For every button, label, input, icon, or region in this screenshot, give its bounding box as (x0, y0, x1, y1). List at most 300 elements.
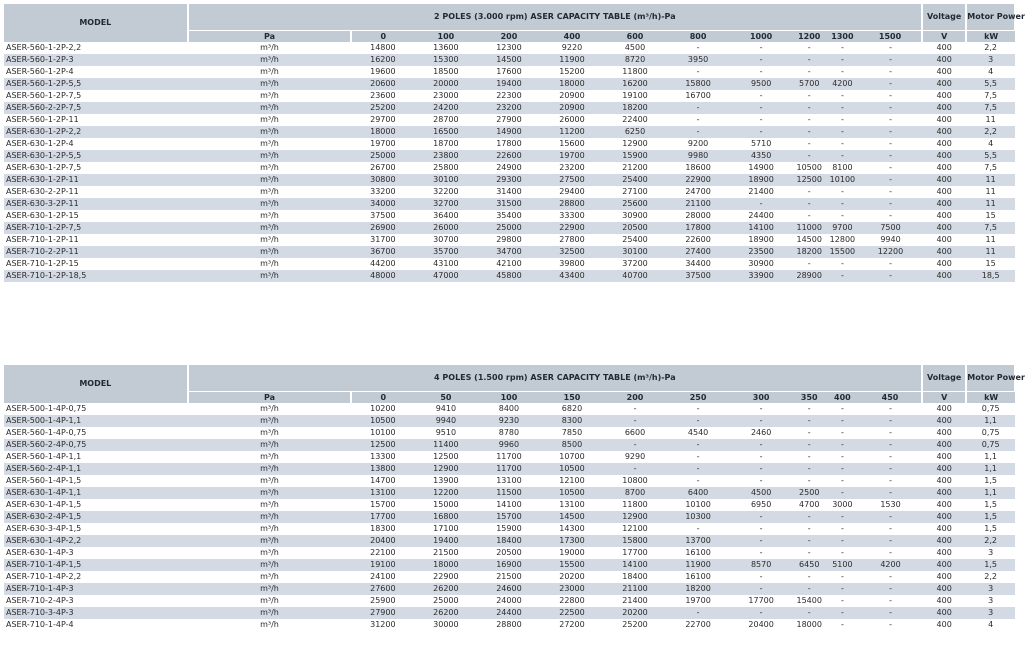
pressure-header: 450 (859, 392, 922, 404)
capacity-cell: 25000 (477, 222, 540, 234)
unit-cell: m³/h (188, 246, 352, 258)
capacity-cell: 2500 (793, 487, 826, 499)
capacity-cell: 8500 (540, 439, 603, 451)
capacity-cell: 25200 (351, 102, 414, 114)
unit-cell: m³/h (188, 523, 352, 535)
model-cell: ASER-630-1-2P-5,5 (4, 150, 188, 162)
capacity-cell: 4350 (730, 150, 793, 162)
model-cell: ASER-710-2-2P-11 (4, 246, 188, 258)
capacity-cell: 44200 (351, 258, 414, 270)
capacity-cell: 24400 (477, 607, 540, 619)
capacity-cell: 18200 (604, 102, 667, 114)
table-row (4, 126, 1015, 138)
capacity-cell: 30800 (351, 174, 414, 186)
model-cell: ASER-560-2-4P-1,1 (4, 463, 188, 475)
capacity-cell: - (826, 210, 859, 222)
capacity-cell: 13700 (667, 535, 730, 547)
unit-cell: m³/h (188, 571, 352, 583)
model-cell: ASER-710-3-4P-3 (4, 607, 188, 619)
capacity-cell: - (667, 66, 730, 78)
model-cell: ASER-500-1-4P-0,75 (4, 403, 188, 415)
model-cell: ASER-560-2-4P-0,75 (4, 439, 188, 451)
unit-cell: m³/h (188, 126, 352, 138)
capacity-cell: - (793, 150, 826, 162)
unit-cell: m³/h (188, 198, 352, 210)
capacity-cell: - (826, 451, 859, 463)
capacity-cell: 37500 (667, 270, 730, 282)
voltage-cell: 400 (922, 439, 966, 451)
power-cell: 1,5 (966, 475, 1015, 487)
capacity-cell: 25600 (604, 198, 667, 210)
unit-cell: m³/h (188, 210, 352, 222)
capacity-cell: 29800 (477, 234, 540, 246)
capacity-cell: - (793, 126, 826, 138)
capacity-cell: - (826, 403, 859, 415)
capacity-cell: - (793, 571, 826, 583)
pressure-header: 250 (667, 392, 730, 404)
capacity-cell: - (826, 150, 859, 162)
capacity-cell: 30900 (730, 258, 793, 270)
model-cell: ASER-560-1-4P-1,5 (4, 475, 188, 487)
capacity-cell: 40700 (604, 270, 667, 282)
capacity-cell: - (859, 439, 922, 451)
capacity-cell: - (604, 403, 667, 415)
unit-cell: m³/h (188, 138, 352, 150)
capacity-cell: - (826, 463, 859, 475)
capacity-cell: 27200 (540, 619, 603, 631)
capacity-cell: 8780 (477, 427, 540, 439)
capacity-cell: 29400 (540, 186, 603, 198)
capacity-cell: 19700 (351, 138, 414, 150)
capacity-cell: 12300 (477, 42, 540, 54)
capacity-cell: - (859, 162, 922, 174)
capacity-cell: 17300 (540, 535, 603, 547)
capacity-cell: 10100 (826, 174, 859, 186)
unit-cell: m³/h (188, 619, 352, 631)
power-cell: 3 (966, 595, 1015, 607)
capacity-cell: 22300 (477, 90, 540, 102)
capacity-cell: - (859, 547, 922, 559)
pressure-header: 800 (667, 31, 730, 43)
capacity-cell: 5700 (793, 78, 826, 90)
capacity-cell: 31200 (351, 619, 414, 631)
table-row (4, 198, 1015, 210)
capacity-cell: - (667, 463, 730, 475)
capacity-cell: 29700 (351, 114, 414, 126)
capacity-cell: 33900 (730, 270, 793, 282)
capacity-cell: 12800 (826, 234, 859, 246)
capacity-cell: 20500 (604, 222, 667, 234)
capacity-cell: 12500 (351, 439, 414, 451)
capacity-cell: 15600 (540, 138, 603, 150)
power-cell: 1,1 (966, 451, 1015, 463)
capacity-cell: 8570 (730, 559, 793, 571)
power-cell: 2,2 (966, 571, 1015, 583)
unit-cell: m³/h (188, 174, 352, 186)
voltage-cell: 400 (922, 150, 966, 162)
capacity-cell: 21200 (604, 162, 667, 174)
capacity-cell: 27100 (604, 186, 667, 198)
model-header: MODEL (4, 365, 188, 403)
capacity-cell: 48000 (351, 270, 414, 282)
capacity-cell: - (793, 463, 826, 475)
capacity-cell: - (793, 186, 826, 198)
power-unit: kW (966, 392, 1015, 404)
power-cell: 11 (966, 114, 1015, 126)
capacity-cell: 22400 (604, 114, 667, 126)
capacity-cell: 6400 (667, 487, 730, 499)
capacity-cell: 11900 (667, 559, 730, 571)
table-row (4, 258, 1015, 270)
capacity-cell: 34000 (351, 198, 414, 210)
capacity-cell: 4700 (793, 499, 826, 511)
capacity-cell: - (667, 114, 730, 126)
capacity-cell: 27800 (540, 234, 603, 246)
capacity-cell: 10100 (351, 427, 414, 439)
capacity-cell: 4500 (730, 487, 793, 499)
table-row (4, 42, 1015, 54)
model-cell: ASER-710-1-4P-4 (4, 619, 188, 631)
model-cell: ASER-560-1-2P-3 (4, 54, 188, 66)
capacity-cell: 26700 (351, 162, 414, 174)
capacity-cell: - (793, 583, 826, 595)
unit-cell: m³/h (188, 559, 352, 571)
table-row (4, 511, 1015, 523)
capacity-cell: 15700 (477, 511, 540, 523)
unit-cell: m³/h (188, 222, 352, 234)
capacity-cell: - (793, 138, 826, 150)
table-row (4, 499, 1015, 511)
capacity-cell: 14100 (604, 559, 667, 571)
capacity-cell: 13800 (351, 463, 414, 475)
capacity-cell: - (826, 607, 859, 619)
capacity-cell: 6250 (604, 126, 667, 138)
capacity-cell: 12900 (604, 138, 667, 150)
table-row (4, 403, 1015, 415)
capacity-cell: 9290 (604, 451, 667, 463)
voltage-cell: 400 (922, 535, 966, 547)
capacity-cell: 26200 (414, 607, 477, 619)
capacity-cell: 16200 (604, 78, 667, 90)
capacity-cell: - (826, 475, 859, 487)
power-unit: kW (966, 31, 1015, 43)
motor-power-header: Motor Power (966, 365, 1015, 392)
capacity-cell: - (730, 475, 793, 487)
capacity-cell: 35400 (477, 210, 540, 222)
power-cell: 3 (966, 583, 1015, 595)
capacity-cell: - (826, 90, 859, 102)
pressure-header: 300 (730, 392, 793, 404)
capacity-cell: 12500 (414, 451, 477, 463)
model-cell: ASER-710-2-4P-3 (4, 595, 188, 607)
capacity-cell: 18200 (667, 583, 730, 595)
capacity-cell: 20200 (540, 571, 603, 583)
capacity-cell: - (730, 463, 793, 475)
capacity-cell: 28800 (477, 619, 540, 631)
capacity-cell: 9940 (414, 415, 477, 427)
capacity-cell: 22900 (667, 174, 730, 186)
capacity-cell: - (826, 487, 859, 499)
capacity-cell: 47000 (414, 270, 477, 282)
unit-cell: m³/h (188, 415, 352, 427)
unit-cell: m³/h (188, 403, 352, 415)
capacity-cell: 25800 (414, 162, 477, 174)
capacity-cell: 31400 (477, 186, 540, 198)
capacity-cell: 26000 (540, 114, 603, 126)
capacity-cell: - (667, 42, 730, 54)
capacity-cell: - (667, 403, 730, 415)
model-cell: ASER-560-1-2P-4 (4, 66, 188, 78)
capacity-cell: - (859, 42, 922, 54)
capacity-cell: 18400 (477, 535, 540, 547)
capacity-cell: 36700 (351, 246, 414, 258)
capacity-cell: 15900 (604, 150, 667, 162)
table-row (4, 114, 1015, 126)
capacity-cell: 8100 (826, 162, 859, 174)
power-cell: 0,75 (966, 427, 1015, 439)
capacity-cell: 9510 (414, 427, 477, 439)
power-cell: 15 (966, 258, 1015, 270)
model-cell: ASER-630-1-2P-7,5 (4, 162, 188, 174)
capacity-cell: 8400 (477, 403, 540, 415)
table-row (4, 66, 1015, 78)
voltage-cell: 400 (922, 595, 966, 607)
capacity-cell: 19700 (540, 150, 603, 162)
capacity-cell: 21400 (604, 595, 667, 607)
pressure-header: 400 (540, 31, 603, 43)
capacity-cell: - (859, 114, 922, 126)
capacity-cell: 7850 (540, 427, 603, 439)
capacity-cell: 18000 (351, 126, 414, 138)
model-cell: ASER-630-1-2P-11 (4, 174, 188, 186)
voltage-header: Voltage (922, 365, 966, 392)
power-cell: 4 (966, 66, 1015, 78)
capacity-cell: - (826, 415, 859, 427)
capacity-cell: 29300 (477, 174, 540, 186)
capacity-cell: - (859, 475, 922, 487)
capacity-cell: 31500 (477, 198, 540, 210)
unit-cell: m³/h (188, 595, 352, 607)
capacity-cell: 18900 (730, 174, 793, 186)
voltage-cell: 400 (922, 463, 966, 475)
table-row (4, 619, 1015, 631)
capacity-cell: 21100 (604, 583, 667, 595)
capacity-cell: 24900 (477, 162, 540, 174)
power-cell: 15 (966, 210, 1015, 222)
table-row (4, 439, 1015, 451)
table-body (4, 403, 1015, 631)
capacity-cell: 22900 (414, 571, 477, 583)
capacity-cell: - (859, 270, 922, 282)
table-body (4, 42, 1015, 282)
model-cell: ASER-560-1-2P-7,5 (4, 90, 188, 102)
capacity-cell: 20400 (351, 535, 414, 547)
capacity-cell: - (859, 451, 922, 463)
capacity-cell: 3000 (826, 499, 859, 511)
capacity-cell: 19700 (667, 595, 730, 607)
capacity-cell: - (826, 126, 859, 138)
model-cell: ASER-560-1-2P-5,5 (4, 78, 188, 90)
capacity-cell: 10500 (540, 487, 603, 499)
model-cell: ASER-710-1-2P-18,5 (4, 270, 188, 282)
capacity-cell: 17100 (414, 523, 477, 535)
capacity-cell: 20000 (414, 78, 477, 90)
table-row (4, 186, 1015, 198)
capacity-cell: 21500 (477, 571, 540, 583)
capacity-cell: 25900 (351, 595, 414, 607)
voltage-cell: 400 (922, 511, 966, 523)
capacity-cell: - (730, 90, 793, 102)
capacity-cell: 19400 (477, 78, 540, 90)
capacity-cell: 34700 (477, 246, 540, 258)
capacity-cell: 25000 (351, 150, 414, 162)
capacity-cell: 14500 (477, 54, 540, 66)
capacity-cell: 10300 (667, 511, 730, 523)
pressure-header: 0 (351, 31, 414, 43)
capacity-cell: 23800 (414, 150, 477, 162)
capacity-cell: - (793, 607, 826, 619)
voltage-cell: 400 (922, 198, 966, 210)
capacity-cell: 18900 (730, 234, 793, 246)
capacity-cell: - (667, 475, 730, 487)
power-cell: 1,1 (966, 487, 1015, 499)
capacity-cell: - (730, 126, 793, 138)
unit-cell: m³/h (188, 54, 352, 66)
capacity-cell: 27400 (667, 246, 730, 258)
capacity-cell: 15400 (793, 595, 826, 607)
capacity-cell: 23200 (540, 162, 603, 174)
table-row (4, 535, 1015, 547)
capacity-cell: - (826, 258, 859, 270)
capacity-cell: - (730, 523, 793, 535)
unit-cell: m³/h (188, 511, 352, 523)
capacity-cell: 6450 (793, 559, 826, 571)
capacity-cell: 17700 (604, 547, 667, 559)
capacity-cell: 36400 (414, 210, 477, 222)
capacity-cell: 17800 (667, 222, 730, 234)
capacity-cell: 23200 (477, 102, 540, 114)
table-row (4, 595, 1015, 607)
unit-cell: m³/h (188, 463, 352, 475)
capacity-cell: 33300 (540, 210, 603, 222)
capacity-cell: 6600 (604, 427, 667, 439)
capacity-cell: 15500 (540, 559, 603, 571)
capacity-cell: 27500 (540, 174, 603, 186)
capacity-cell: 20200 (604, 607, 667, 619)
voltage-cell: 400 (922, 451, 966, 463)
capacity-cell: 9230 (477, 415, 540, 427)
voltage-cell: 400 (922, 42, 966, 54)
capacity-cell: 15700 (351, 499, 414, 511)
capacity-cell: 20900 (540, 90, 603, 102)
capacity-cell: 28700 (414, 114, 477, 126)
unit-cell: m³/h (188, 583, 352, 595)
unit-cell: m³/h (188, 270, 352, 282)
capacity-cell: 26900 (351, 222, 414, 234)
model-cell: ASER-630-3-4P-1,5 (4, 523, 188, 535)
capacity-cell: 15900 (477, 523, 540, 535)
power-cell: 11 (966, 174, 1015, 186)
voltage-cell: 400 (922, 186, 966, 198)
capacity-cell: - (793, 475, 826, 487)
voltage-cell: 400 (922, 475, 966, 487)
capacity-cell: - (793, 511, 826, 523)
capacity-cell: 24200 (414, 102, 477, 114)
capacity-cell: 14900 (477, 126, 540, 138)
table-row (4, 415, 1015, 427)
capacity-cell: - (730, 403, 793, 415)
capacity-cell: 22500 (540, 607, 603, 619)
capacity-cell: 9220 (540, 42, 603, 54)
capacity-cell: - (859, 619, 922, 631)
capacity-cell: 11500 (477, 487, 540, 499)
voltage-cell: 400 (922, 547, 966, 559)
pressure-header: 350 (793, 392, 826, 404)
model-cell: ASER-630-1-2P-2,2 (4, 126, 188, 138)
capacity-cell: 11700 (477, 451, 540, 463)
capacity-cell: 28800 (540, 198, 603, 210)
table-title: 2 POLES (3.000 rpm) ASER CAPACITY TABLE (m³/h)-Pa (188, 4, 922, 31)
voltage-cell: 400 (922, 90, 966, 102)
capacity-cell: - (859, 535, 922, 547)
capacity-cell: 26000 (414, 222, 477, 234)
model-cell: ASER-630-1-4P-1,5 (4, 499, 188, 511)
capacity-cell: 10500 (351, 415, 414, 427)
capacity-cell: 27900 (477, 114, 540, 126)
capacity-cell: - (859, 427, 922, 439)
power-cell: 5,5 (966, 150, 1015, 162)
capacity-cell: 12200 (859, 246, 922, 258)
capacity-cell: 9700 (826, 222, 859, 234)
capacity-cell: - (730, 535, 793, 547)
capacity-cell: 30000 (414, 619, 477, 631)
capacity-cell: 35700 (414, 246, 477, 258)
capacity-cell: 11000 (793, 222, 826, 234)
capacity-cell: 18400 (604, 571, 667, 583)
model-cell: ASER-630-1-2P-4 (4, 138, 188, 150)
power-cell: 3 (966, 547, 1015, 559)
table-row (4, 246, 1015, 258)
pressure-header: 200 (604, 392, 667, 404)
capacity-cell: - (826, 54, 859, 66)
voltage-cell: 400 (922, 487, 966, 499)
capacity-cell: - (730, 439, 793, 451)
capacity-cell: - (730, 451, 793, 463)
capacity-cell: 33200 (351, 186, 414, 198)
model-cell: ASER-630-1-4P-2,2 (4, 535, 188, 547)
table-row (4, 138, 1015, 150)
capacity-cell: - (859, 90, 922, 102)
capacity-cell: 32700 (414, 198, 477, 210)
capacity-cell: 21400 (730, 186, 793, 198)
capacity-cell: - (826, 186, 859, 198)
capacity-cell: 11900 (540, 54, 603, 66)
power-cell: 1,1 (966, 463, 1015, 475)
capacity-cell: - (826, 619, 859, 631)
capacity-cell: 12200 (414, 487, 477, 499)
capacity-cell: 16100 (667, 571, 730, 583)
capacity-cell: 5100 (826, 559, 859, 571)
capacity-cell: 5710 (730, 138, 793, 150)
voltage-cell: 400 (922, 114, 966, 126)
capacity-cell: - (826, 571, 859, 583)
capacity-cell: 28000 (667, 210, 730, 222)
power-cell: 4 (966, 619, 1015, 631)
capacity-cell: 21100 (667, 198, 730, 210)
capacity-cell: 12100 (540, 475, 603, 487)
unit-cell: m³/h (188, 234, 352, 246)
capacity-cell: - (826, 535, 859, 547)
